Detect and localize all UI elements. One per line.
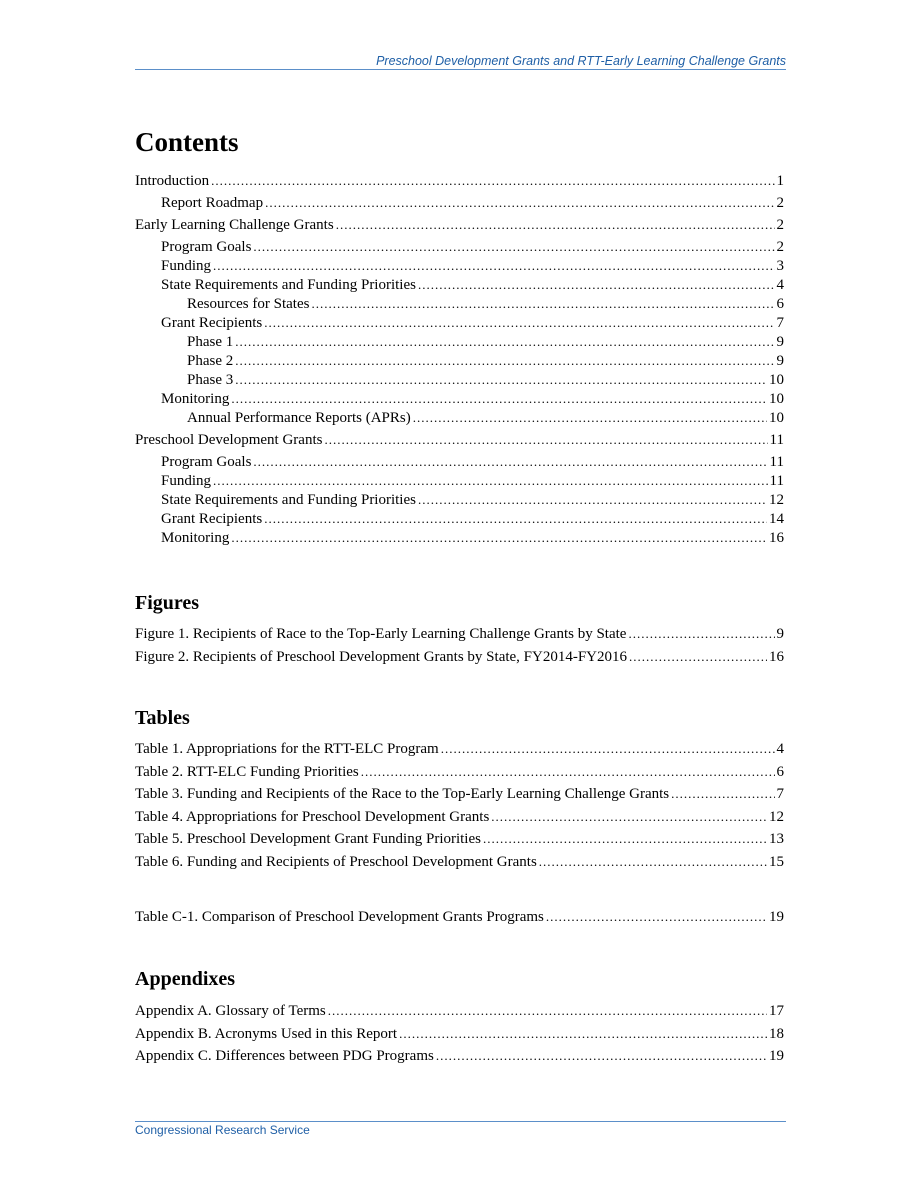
- toc-leader: [324, 432, 767, 448]
- toc-title: Table 4. Appropriations for Preschool Development Grants: [135, 808, 490, 825]
- toc-title: Table 1. Appropriations for the RTT-ELC Program: [135, 741, 439, 757]
- toc-title: Table C-1. Comparison of Preschool Development Grants Programs: [135, 909, 544, 925]
- toc-title: Appendix C. Differences between PDG Programs: [135, 1048, 434, 1064]
- tables-heading: Tables: [135, 707, 190, 729]
- toc-title: Monitoring: [161, 391, 230, 407]
- figures-heading: Figures: [135, 592, 200, 614]
- toc-page: 16: [769, 649, 784, 665]
- toc-page: 15: [769, 853, 784, 870]
- toc-title: Funding: [161, 473, 212, 489]
- toc-entry-annual-performance-reports[interactable]: [135, 410, 784, 432]
- toc-page: 13: [769, 831, 784, 847]
- toc-title: Program Goals: [161, 454, 252, 470]
- toc-title: Early Learning Challenge Grants: [135, 217, 334, 233]
- toc-entry-pdg-program-goals[interactable]: [135, 454, 784, 473]
- toc-title: Program Goals: [161, 239, 252, 255]
- toc-title: Appendix A. Glossary of Terms: [135, 1003, 326, 1019]
- toc-page: 10: [769, 372, 784, 388]
- toc-title: Introduction: [135, 173, 210, 189]
- toc-leader: [483, 831, 767, 847]
- toc-entry-table-2[interactable]: [135, 764, 784, 787]
- toc-page: 4: [776, 277, 784, 293]
- toc-page: 11: [769, 454, 784, 470]
- toc-page: 6: [776, 763, 784, 780]
- toc-title: Annual Performance Reports (APRs): [187, 410, 411, 426]
- toc-leader: [253, 239, 774, 255]
- toc-entry-phase-1[interactable]: [135, 334, 784, 353]
- toc-page: 2: [776, 239, 784, 255]
- toc-entry-table-c1[interactable]: [135, 909, 784, 931]
- toc-title: Grant Recipients: [161, 511, 263, 527]
- toc-page: 19: [769, 1048, 784, 1064]
- toc-page: 19: [769, 909, 784, 925]
- toc-entry-phase-2[interactable]: [135, 353, 784, 372]
- toc-entry-appendix-b[interactable]: [135, 1026, 784, 1049]
- toc-entry-report-roadmap[interactable]: [135, 195, 784, 217]
- toc-page: 7: [776, 315, 784, 331]
- figures-list: [135, 626, 784, 672]
- toc-title: Table 2. RTT-ELC Funding Priorities: [135, 763, 359, 780]
- toc-page: 11: [769, 432, 784, 448]
- running-header: Preschool Development Grants and RTT-Early Learning Challenge Grants: [376, 54, 786, 68]
- toc-entry-preschool-development-grants[interactable]: [135, 432, 784, 454]
- toc-title: State Requirements and Funding Priorities: [161, 492, 416, 508]
- toc-leader: [546, 909, 767, 925]
- toc-leader: [336, 217, 775, 233]
- toc-leader: [418, 277, 775, 293]
- toc-entry-grant-recipients[interactable]: [135, 315, 784, 334]
- appendixes-list: [135, 1003, 784, 1071]
- toc-entry-phase-3[interactable]: [135, 372, 784, 391]
- toc-leader: [211, 173, 774, 189]
- toc-page: 9: [776, 353, 784, 369]
- toc-leader: [671, 786, 774, 802]
- toc-title: Phase 3: [187, 372, 234, 388]
- toc-entry-introduction[interactable]: [135, 173, 784, 195]
- toc-page: 10: [769, 410, 784, 426]
- header-rule: [135, 69, 786, 70]
- toc-page: 4: [776, 741, 784, 757]
- toc-entry-appendix-c[interactable]: [135, 1048, 784, 1071]
- toc-title: State Requirements and Funding Priorities: [161, 277, 416, 293]
- toc-entry-figure-2[interactable]: [135, 649, 784, 672]
- toc-entry-pdg-state-requirements[interactable]: [135, 492, 784, 511]
- toc-title: Figure 1. Recipients of Race to the Top-Early Learning Challenge Grants by State: [135, 626, 627, 642]
- toc-leader: [264, 511, 767, 527]
- toc-title: Table 5. Preschool Development Grant Funding Priorities: [135, 831, 481, 847]
- toc-page: 12: [769, 492, 784, 508]
- toc-leader: [361, 764, 775, 780]
- toc-leader: [235, 353, 774, 369]
- toc-page: 2: [776, 217, 784, 233]
- toc-title: Funding: [161, 258, 212, 274]
- toc-entry-pdg-monitoring[interactable]: [135, 530, 784, 549]
- toc-title: Phase 2: [187, 353, 234, 369]
- toc-page: 14: [769, 511, 784, 527]
- toc-title: Table 6. Funding and Recipients of Preschool Development Grants: [135, 853, 537, 870]
- toc-title: Preschool Development Grants: [135, 432, 323, 448]
- toc-entry-program-goals[interactable]: [135, 239, 784, 258]
- toc-title: Resources for States: [187, 296, 310, 312]
- toc-page: 2: [776, 195, 784, 211]
- toc-page: 1: [776, 173, 784, 189]
- toc-entry-table-4[interactable]: [135, 809, 784, 832]
- toc-page: 7: [776, 786, 784, 802]
- toc-leader: [231, 530, 767, 546]
- footer-org: Congressional Research Service: [135, 1123, 310, 1137]
- toc-entry-resources-for-states[interactable]: [135, 296, 784, 315]
- toc-leader: [253, 454, 767, 470]
- toc-leader: [235, 372, 767, 388]
- toc-page: 3: [776, 258, 784, 274]
- toc-leader: [491, 809, 767, 825]
- toc-page: 9: [776, 334, 784, 350]
- footer-rule: [135, 1121, 786, 1122]
- appendixes-heading: Appendixes: [135, 968, 236, 990]
- toc-title: Table 3. Funding and Recipients of the Race to the Top-Early Learning Challenge Grants: [135, 786, 670, 802]
- appendix-tables-list: [135, 909, 784, 931]
- toc-title: Monitoring: [161, 530, 230, 546]
- toc-page: 17: [769, 1003, 784, 1019]
- toc-title: Appendix B. Acronyms Used in this Report: [135, 1025, 398, 1042]
- toc-entry-early-learning-challenge-grants[interactable]: [135, 217, 784, 239]
- toc-entry-appendix-a[interactable]: [135, 1003, 784, 1026]
- toc-entry-table-6[interactable]: [135, 854, 784, 877]
- toc-entry-pdg-funding[interactable]: [135, 473, 784, 492]
- toc-leader: [629, 649, 767, 665]
- toc-entry-figure-1[interactable]: [135, 626, 784, 649]
- contents-list: [135, 173, 784, 549]
- toc-entry-table-5[interactable]: [135, 831, 784, 854]
- toc-leader: [311, 296, 774, 312]
- toc-entry-table-3[interactable]: [135, 786, 784, 809]
- toc-leader: [418, 492, 767, 508]
- toc-leader: [213, 258, 774, 274]
- toc-entry-table-1[interactable]: [135, 741, 784, 764]
- toc-title: Phase 1: [187, 334, 234, 350]
- toc-entry-pdg-grant-recipients[interactable]: [135, 511, 784, 530]
- toc-page: 11: [769, 473, 784, 489]
- toc-leader: [264, 315, 774, 331]
- toc-leader: [399, 1026, 767, 1042]
- toc-leader: [436, 1048, 767, 1064]
- toc-leader: [413, 410, 767, 426]
- toc-leader: [539, 854, 767, 870]
- toc-page: 10: [769, 391, 784, 407]
- toc-leader: [231, 391, 767, 407]
- toc-entry-monitoring[interactable]: [135, 391, 784, 410]
- toc-leader: [441, 741, 775, 757]
- toc-title: Grant Recipients: [161, 315, 263, 331]
- toc-leader: [628, 626, 774, 642]
- toc-page: 18: [769, 1025, 784, 1042]
- toc-page: 16: [769, 530, 784, 546]
- toc-page: 12: [769, 808, 784, 825]
- toc-leader: [213, 473, 768, 489]
- toc-leader: [235, 334, 774, 350]
- toc-title: Figure 2. Recipients of Preschool Development Grants by State, FY2014-FY2016: [135, 649, 628, 665]
- toc-title: Report Roadmap: [161, 195, 264, 211]
- toc-leader: [328, 1003, 767, 1019]
- toc-entry-funding[interactable]: [135, 258, 784, 277]
- contents-heading: Contents: [135, 127, 239, 157]
- toc-entry-state-requirements[interactable]: [135, 277, 784, 296]
- toc-page: 6: [776, 296, 784, 312]
- tables-list: [135, 741, 784, 876]
- toc-page: 9: [776, 626, 784, 642]
- toc-leader: [265, 195, 774, 211]
